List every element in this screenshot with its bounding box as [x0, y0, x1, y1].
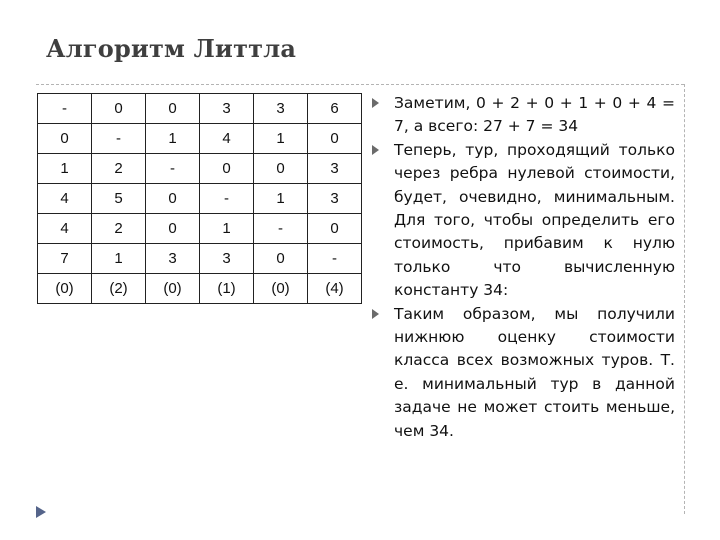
bullet-text: Заметим, 0 + 2 + 0 + 1 + 0 + 4 = 7, а всего: 27 + 7 = 34	[394, 94, 675, 136]
bullet-text: Теперь, тур, проходящий только через ребра нулевой стоимости, будет, очевидно, минимальным. Для того, чтобы определить его стоимость, прибавим к нулю только что вычисленную константу 34:	[394, 140, 675, 300]
matrix-row	[38, 184, 362, 214]
matrix-cell: 3	[200, 94, 254, 124]
matrix-cell: -	[308, 244, 362, 274]
matrix-cell: 1	[92, 244, 146, 274]
matrix-cell: 1	[146, 124, 200, 154]
matrix-row-reductions	[38, 274, 362, 304]
matrix-cell: 3	[146, 244, 200, 274]
matrix-cell: 4	[200, 124, 254, 154]
matrix-cell: -	[146, 154, 200, 184]
matrix-cell: 0	[254, 244, 308, 274]
matrix-cell: 0	[254, 154, 308, 184]
vertical-divider	[684, 84, 685, 514]
bullet-text: Таким образом, мы получили нижнюю оценку стоимости класса всех возможных туров. Т. е. минимальный тур в данной задаче не может стоить меньше, чем 34.	[394, 304, 675, 440]
matrix-cell: 0	[92, 94, 146, 124]
matrix-cell: 4	[38, 214, 92, 244]
slide-title: Алгоритм Литтла	[46, 34, 297, 64]
matrix-reduction-cell: (4)	[308, 274, 362, 304]
matrix-cell: 7	[38, 244, 92, 274]
matrix-reduction-cell: (0)	[254, 274, 308, 304]
matrix-cell: 0	[146, 214, 200, 244]
matrix-row	[38, 124, 362, 154]
triangle-bullet-icon	[372, 309, 379, 319]
matrix-row	[38, 154, 362, 184]
matrix-cell: 4	[38, 184, 92, 214]
matrix-cell: -	[254, 214, 308, 244]
matrix-cell: 0	[308, 124, 362, 154]
matrix-row	[38, 214, 362, 244]
matrix-reduction-cell: (2)	[92, 274, 146, 304]
matrix-cell: 3	[200, 244, 254, 274]
matrix-cell: 3	[308, 154, 362, 184]
matrix-cell: 2	[92, 154, 146, 184]
matrix-cell: 3	[308, 184, 362, 214]
matrix-cell: -	[92, 124, 146, 154]
triangle-bullet-icon	[372, 98, 379, 108]
bullet-list	[372, 92, 675, 443]
matrix-cell: -	[38, 94, 92, 124]
horizontal-divider	[36, 84, 684, 85]
matrix-cell: 1	[200, 214, 254, 244]
cost-matrix-table	[37, 93, 362, 304]
matrix-cell: 6	[308, 94, 362, 124]
matrix-cell: 5	[92, 184, 146, 214]
matrix-cell: 3	[254, 94, 308, 124]
bullet-item	[372, 139, 675, 303]
matrix-cell: 0	[146, 184, 200, 214]
matrix-cell: 2	[92, 214, 146, 244]
matrix-cell: 0	[38, 124, 92, 154]
matrix-cell: 1	[38, 154, 92, 184]
matrix-cell: 0	[146, 94, 200, 124]
matrix-reduction-cell: (0)	[146, 274, 200, 304]
matrix-cell: -	[200, 184, 254, 214]
matrix-row	[38, 244, 362, 274]
bullet-item	[372, 303, 675, 443]
matrix-row	[38, 94, 362, 124]
matrix-cell: 1	[254, 184, 308, 214]
matrix-cell: 0	[200, 154, 254, 184]
matrix-reduction-cell: (0)	[38, 274, 92, 304]
bullet-item	[372, 92, 675, 139]
matrix-cell: 0	[308, 214, 362, 244]
matrix-reduction-cell: (1)	[200, 274, 254, 304]
triangle-bullet-icon	[372, 145, 379, 155]
matrix-cell: 1	[254, 124, 308, 154]
corner-triangle-icon	[34, 505, 48, 519]
